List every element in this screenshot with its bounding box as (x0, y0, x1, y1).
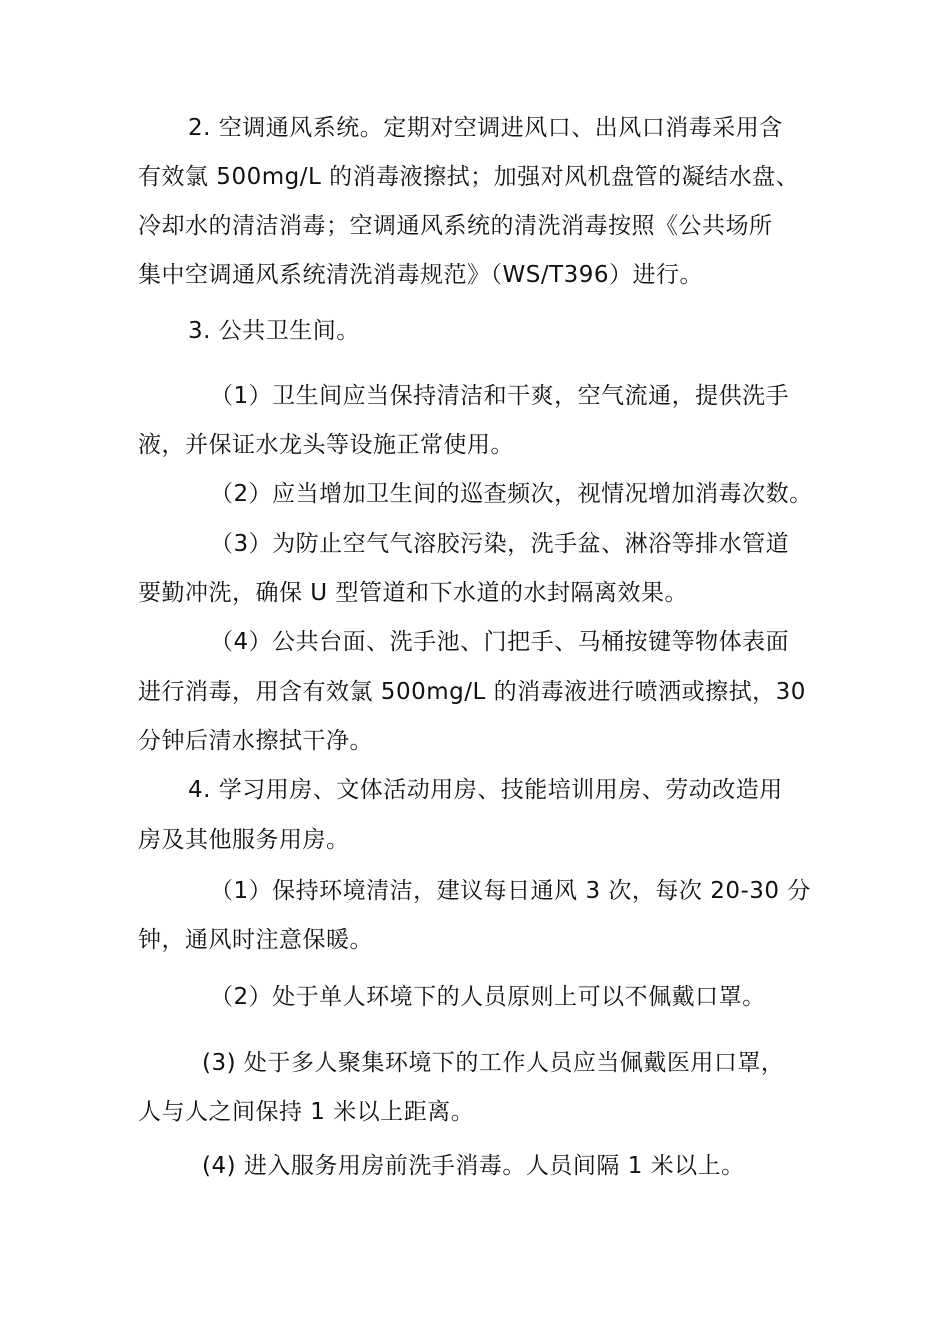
section2-line-3: 冷却水的清洁消毒；空调通风系统的清洗消毒按照《公共场所 (138, 213, 773, 239)
section4-item2-line-1: （2）处于单人环境下的人员原则上可以不佩戴口罩。 (210, 984, 766, 1010)
section4-item1-line-2: 钟，通风时注意保暖。 (138, 927, 373, 953)
section4-heading-line-1: 4. 学习用房、文体活动用房、技能培训用房、劳动改造用 (188, 777, 783, 803)
section4-item4-line-1: (4) 进入服务用房前洗手消毒。人员间隔 1 米以上。 (202, 1153, 745, 1179)
section2-line-2: 有效氯 500mg/L 的消毒液擦拭；加强对风机盘管的凝结水盘、 (138, 164, 800, 190)
section3-item3-line-1: （3）为防止空气气溶胶污染，洗手盆、淋浴等排水管道 (210, 531, 790, 557)
section3-heading: 3. 公共卫生间。 (188, 318, 360, 344)
section4-item1-line-1: （1）保持环境清洁，建议每日通风 3 次，每次 20-30 分 (210, 878, 811, 904)
section4-heading-line-2: 房及其他服务用房。 (138, 827, 350, 853)
section3-item4-line-2: 进行消毒，用含有效氯 500mg/L 的消毒液进行喷洒或擦拭，30 (138, 679, 806, 705)
section3-item4-line-1: （4）公共台面、洗手池、门把手、马桶按键等物体表面 (210, 629, 790, 655)
section3-item4-line-3: 分钟后清水擦拭干净。 (138, 728, 373, 754)
section3-item1-line-1: （1）卫生间应当保持清洁和干爽，空气流通，提供洗手 (210, 383, 790, 409)
section3-item2-line-1: （2）应当增加卫生间的巡查频次，视情况增加消毒次数。 (210, 481, 813, 507)
section2-line-1: 2. 空调通风系统。定期对空调进风口、出风口消毒采用含 (188, 115, 783, 141)
section4-item3-line-2: 人与人之间保持 1 米以上距离。 (138, 1099, 475, 1125)
section3-item3-line-2: 要勤冲洗，确保 U 型管道和下水道的水封隔离效果。 (138, 580, 688, 606)
section2-line-4: 集中空调通风系统清洗消毒规范》（WS/T396）进行。 (138, 262, 704, 288)
section3-item1-line-2: 液，并保证水龙头等设施正常使用。 (138, 432, 514, 458)
section4-item3-line-1: (3) 处于多人聚集环境下的工作人员应当佩戴医用口罩， (202, 1050, 785, 1076)
